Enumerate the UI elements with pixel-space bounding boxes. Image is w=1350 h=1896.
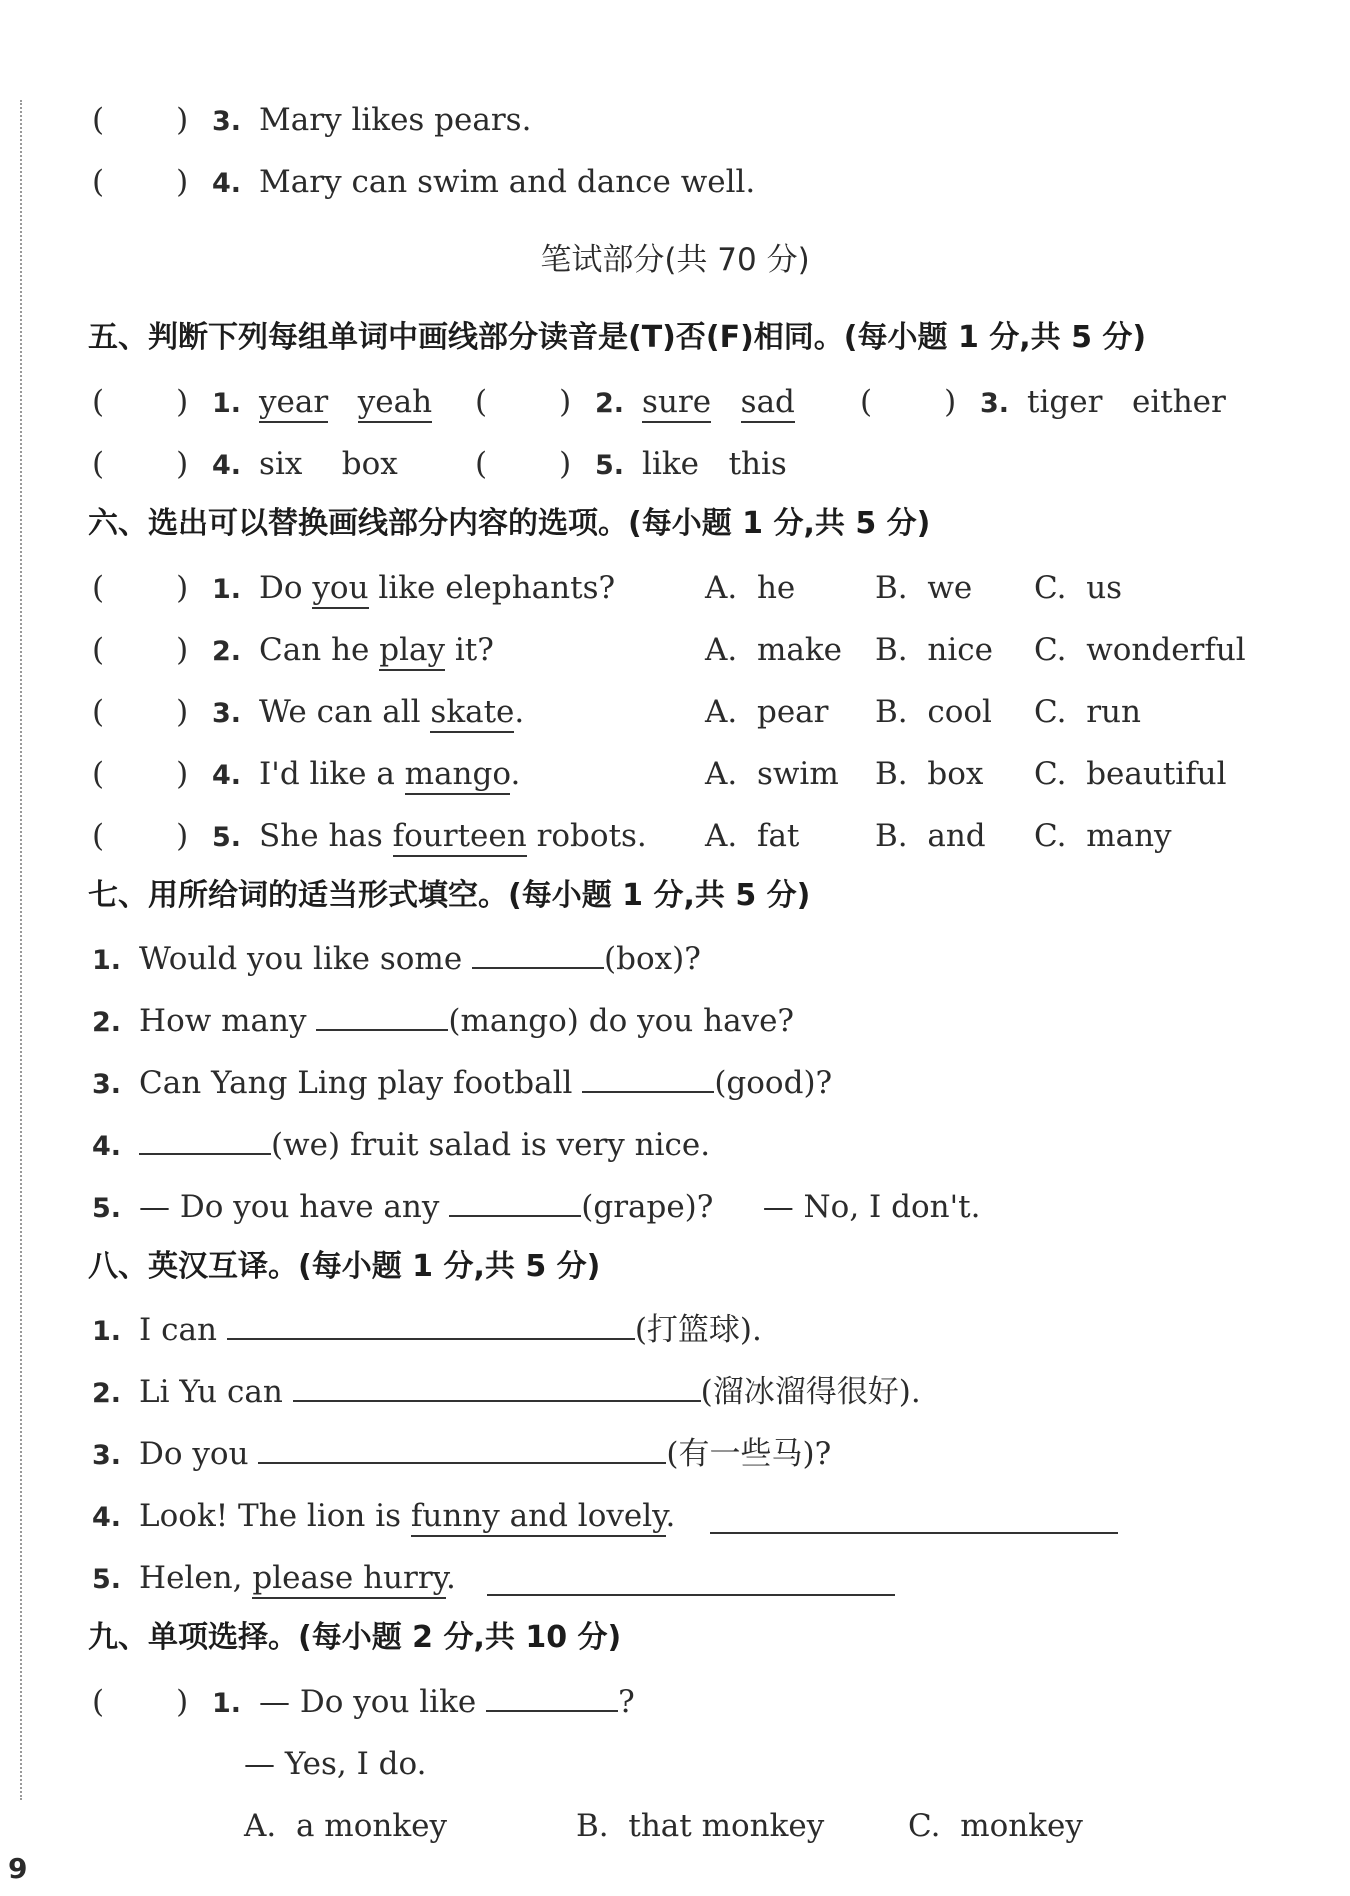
answer-blank[interactable] bbox=[486, 1680, 618, 1712]
listening-item-3: ( ) 3. Mary likes pears. bbox=[92, 102, 532, 138]
answer-blank[interactable] bbox=[316, 999, 448, 1031]
s6-question-2: ( ) 2. Can he play it? bbox=[92, 628, 494, 674]
section-5-heading: 五、判断下列每组单词中画线部分读音是(T)否(F)相同。(每小题 1 分,共 5 分) bbox=[88, 320, 1147, 355]
s6-question-3: ( ) 3. We can all skate. bbox=[92, 690, 524, 736]
s9-question-1: ( ) 1. — Do you like ? bbox=[92, 1680, 635, 1726]
s6-q5-option-c: C. many bbox=[1034, 818, 1172, 854]
s6-q4-option-c: C. beautiful bbox=[1034, 756, 1227, 792]
s8-item-1: 1. I can (打篮球). bbox=[92, 1308, 762, 1354]
s7-item-5: 5. — Do you have any (grape)? — No, I don't. bbox=[92, 1185, 980, 1231]
section-8-heading: 八、英汉互译。(每小题 1 分,共 5 分) bbox=[88, 1249, 601, 1284]
s7-item-1: 1. Would you like some (box)? bbox=[92, 937, 701, 983]
s6-question-1: ( ) 1. Do you like elephants? bbox=[92, 566, 615, 612]
s6-q2-option-a: A. make bbox=[705, 632, 842, 668]
answer-blank[interactable] bbox=[710, 1502, 1118, 1534]
listening-item-4: ( ) 4. Mary can swim and dance well. bbox=[92, 164, 756, 200]
s6-q3-option-c: C. run bbox=[1034, 694, 1141, 730]
s7-item-2: 2. How many (mango) do you have? bbox=[92, 999, 794, 1045]
page-number: 9 bbox=[8, 1852, 28, 1885]
answer-blank[interactable] bbox=[258, 1432, 666, 1464]
s6-q4-option-b: B. box bbox=[875, 756, 984, 792]
s9-q1-option-b: B. that monkey bbox=[576, 1808, 825, 1844]
s5-row-3: ( ) 3. tiger either bbox=[860, 384, 1226, 420]
s6-q1-option-c: C. us bbox=[1034, 570, 1123, 606]
s6-q5-option-b: B. and bbox=[875, 818, 986, 854]
s8-item-4: 4. Look! The lion is funny and lovely. bbox=[92, 1494, 675, 1540]
answer-blank[interactable] bbox=[472, 937, 604, 969]
s5-row-4: ( ) 4. six box bbox=[92, 446, 398, 482]
s5-row-1: ( ) 1. year yeah bbox=[92, 380, 432, 426]
s5-row-2: ( ) 2. sure sad bbox=[475, 380, 795, 426]
section-6-heading: 六、选出可以替换画线部分内容的选项。(每小题 1 分,共 5 分) bbox=[88, 506, 931, 541]
s8-item-3: 3. Do you (有一些马)? bbox=[92, 1432, 831, 1478]
answer-blank[interactable] bbox=[487, 1564, 895, 1596]
s6-q3-option-b: B. cool bbox=[875, 694, 992, 730]
s6-q4-option-a: A. swim bbox=[705, 756, 839, 792]
answer-blank[interactable] bbox=[293, 1370, 701, 1402]
s6-q2-option-b: B. nice bbox=[875, 632, 993, 668]
s5-row-5: ( ) 5. like this bbox=[475, 446, 787, 482]
s9-q1-answer: — Yes, I do. bbox=[244, 1746, 427, 1782]
s7-item-4: 4. (we) fruit salad is very nice. bbox=[92, 1123, 710, 1169]
s6-q3-option-a: A. pear bbox=[705, 694, 829, 730]
s6-q2-option-c: C. wonderful bbox=[1034, 632, 1246, 668]
s6-question-5: ( ) 5. She has fourteen robots. bbox=[92, 814, 647, 860]
s9-q1-option-c: C. monkey bbox=[908, 1808, 1083, 1844]
s8-item-5: 5. Helen, please hurry. bbox=[92, 1556, 456, 1602]
answer-blank[interactable] bbox=[449, 1185, 581, 1217]
answer-blank[interactable] bbox=[227, 1308, 635, 1340]
answer-blank[interactable] bbox=[139, 1123, 271, 1155]
s8-item-2: 2. Li Yu can (溜冰溜得很好). bbox=[92, 1370, 921, 1416]
answer-blank[interactable] bbox=[582, 1061, 714, 1093]
s9-q1-option-a: A. a monkey bbox=[244, 1808, 447, 1844]
binding-margin-line bbox=[20, 100, 22, 1800]
s6-q1-option-b: B. we bbox=[875, 570, 973, 606]
section-7-heading: 七、用所给词的适当形式填空。(每小题 1 分,共 5 分) bbox=[88, 878, 811, 913]
s6-q5-option-a: A. fat bbox=[705, 818, 800, 854]
section-9-heading: 九、单项选择。(每小题 2 分,共 10 分) bbox=[88, 1620, 622, 1655]
s6-question-4: ( ) 4. I'd like a mango. bbox=[92, 752, 520, 798]
s7-item-3: 3. Can Yang Ling play football (good)? bbox=[92, 1061, 832, 1107]
written-part-title: 笔试部分(共 70 分) bbox=[540, 242, 810, 278]
s6-q1-option-a: A. he bbox=[705, 570, 796, 606]
